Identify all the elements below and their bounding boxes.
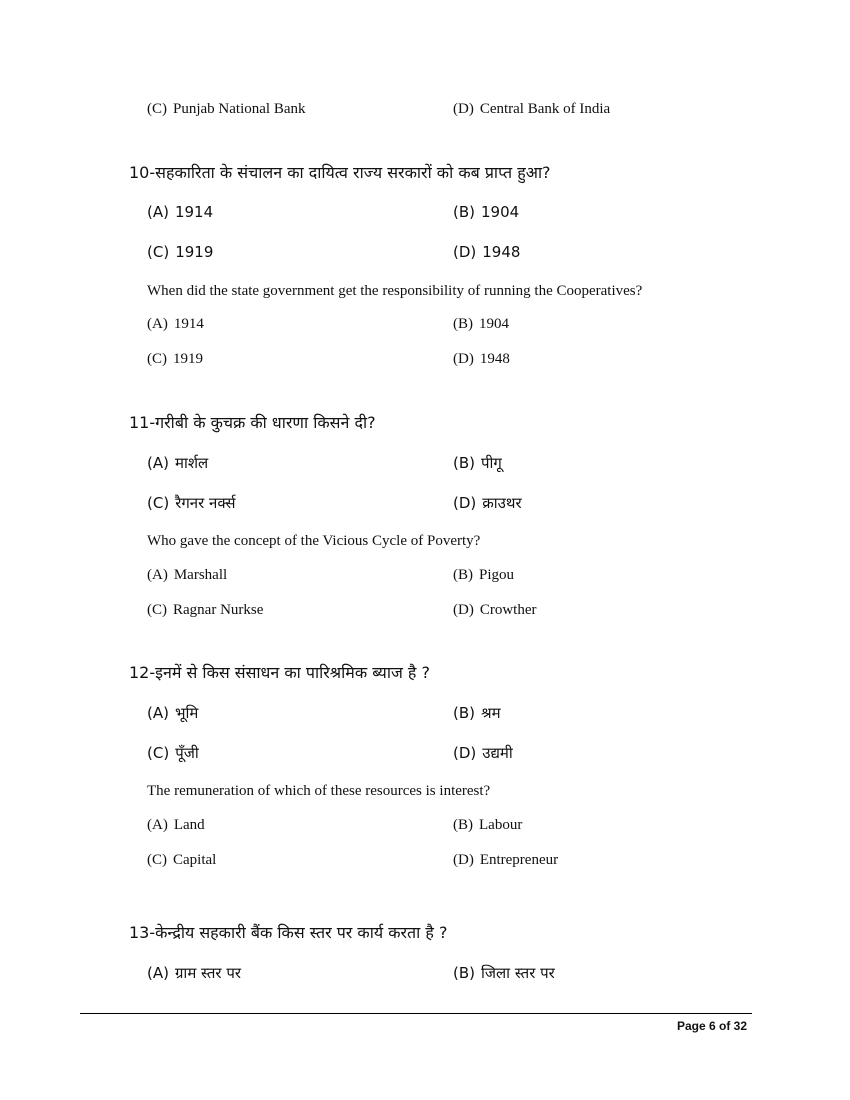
q13-hindi-option-a: (A) ग्राम स्तर पर (147, 964, 241, 982)
q11-english-option-a: (A) Marshall (147, 567, 228, 583)
q12-english-option-d: (D) Entrepreneur (453, 852, 559, 868)
q11-hindi-option-b: (B) पीगू (453, 454, 502, 472)
page-number: Page 6 of 32 (677, 1019, 748, 1033)
q13-hindi-question: 13-केन्द्रीय सहकारी बैंक किस स्तर पर कार्य करता है ? (129, 923, 448, 942)
q12-hindi-option-c: (C) पूँजी (147, 744, 199, 762)
q9-option-d (453, 101, 610, 118)
q10-hindi-option-c: (C) 1919 (147, 243, 214, 261)
q12-english-question: The remuneration of which of these resources is interest? (147, 783, 491, 799)
q11-english-option-d: (D) Crowther (453, 602, 537, 618)
option-text: Central Bank of India (479, 101, 611, 117)
q10-hindi-question: 10-सहकारिता के संचालन का दायित्व राज्य सरकारों को कब प्राप्त हुआ? (129, 163, 551, 182)
q10-english-option-c: (C) 1919 (147, 351, 203, 367)
option-label: (D) (453, 101, 474, 117)
q10-english-question: When did the state government get the responsibility of running the Cooperatives? (147, 283, 643, 299)
q13-hindi-option-b: (B) जिला स्तर पर (453, 964, 555, 982)
option-label: (C) (147, 101, 167, 117)
q12-hindi-option-a: (A) भूमि (147, 704, 199, 722)
q10-hindi-option-b: (B) 1904 (453, 203, 520, 221)
q11-hindi-question: 11-गरीबी के कुचक्र की धारणा किसने दी? (129, 413, 376, 432)
q11-english-option-b: (B) Pigou (453, 567, 515, 583)
q12-hindi-question: 12-इनमें से किस संसाधन का पारिश्रमिक ब्याज है ? (129, 663, 431, 682)
q11-english-option-c: (C) Ragnar Nurkse (147, 602, 264, 618)
q10-hindi-option-a: (A) 1914 (147, 203, 214, 221)
q10-english-option-b: (B) 1904 (453, 316, 509, 332)
q12-hindi-option-d: (D) उद्यमी (453, 744, 513, 762)
option-text: Punjab National Bank (173, 101, 306, 117)
q10-english-option-d: (D) 1948 (453, 351, 510, 367)
q12-english-option-c: (C) Capital (147, 852, 217, 868)
q10-hindi-option-d: (D) 1948 (453, 243, 521, 261)
q12-english-option-b: (B) Labour (453, 817, 523, 833)
q12-hindi-option-b: (B) श्रम (453, 704, 501, 722)
q10-english-option-a: (A) 1914 (147, 316, 204, 332)
q11-hindi-option-d: (D) क्राउथर (453, 494, 522, 512)
q11-hindi-option-c: (C) रैगनर नर्क्स (147, 494, 236, 512)
q9-option-c (147, 101, 305, 118)
q11-hindi-option-a: (A) मार्शल (147, 454, 209, 472)
q12-english-option-a: (A) Land (147, 817, 205, 833)
q11-english-question: Who gave the concept of the Vicious Cycle of Poverty? (147, 533, 481, 549)
footer-divider (80, 1013, 752, 1014)
